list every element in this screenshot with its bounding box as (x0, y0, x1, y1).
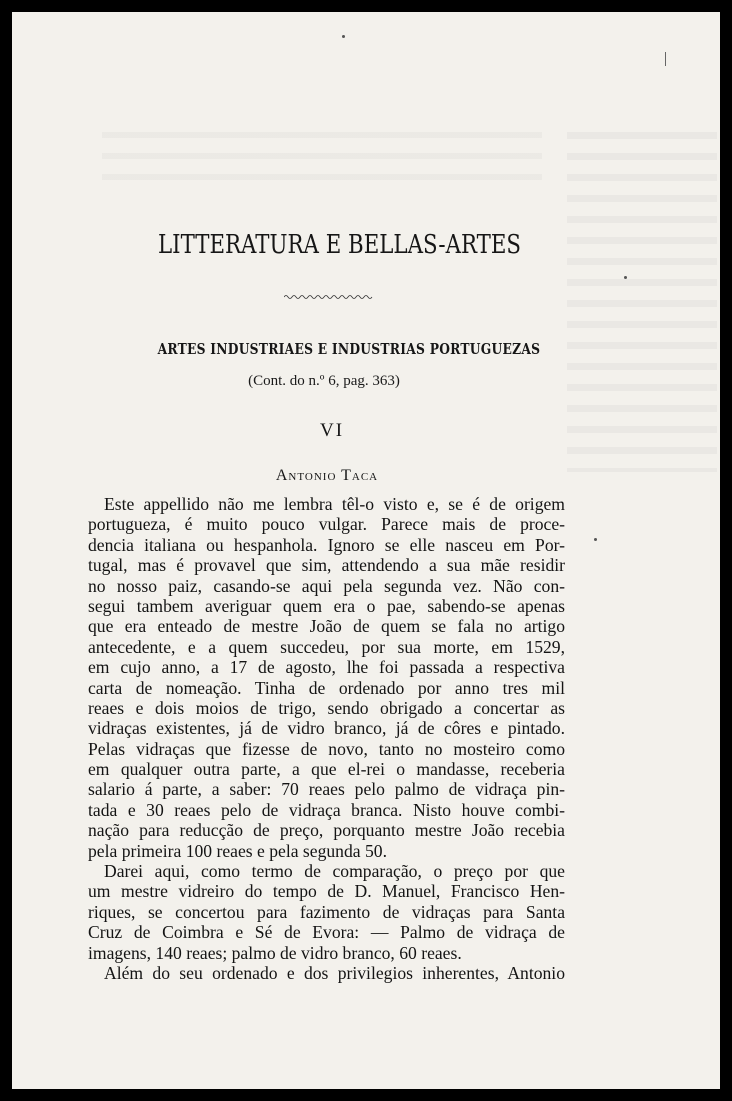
speck (624, 276, 627, 279)
body-line: segui tambem averiguar quem era o pae, sabendo-se apenas (88, 595, 565, 616)
body-line: vidraças existentes, já de vidro branco, já de côres e pintado. (88, 718, 565, 739)
body-line: Pelas vidraças que fizesse de novo, tanto no mosteiro como (88, 738, 565, 759)
body-line: dencia italiana ou hespanhola. Ignoro se elle nasceu em Por- (88, 534, 565, 555)
body-line: carta de nomeação. Tinha de ordenado por anno tres mil (88, 677, 565, 698)
ornamental-rule (284, 294, 374, 300)
body-line: tada e 30 reaes pelo de vidraça branca. Nisto houve combi- (88, 799, 565, 820)
speck (594, 538, 597, 541)
document-page (12, 12, 720, 1089)
body-line: riques, se concertou para fazimento de vidraças para Santa (88, 901, 565, 922)
body-line: tugal, mas é provavel que sim, attendendo a sua mãe residir (88, 555, 565, 576)
body-line: Este appellido não me lembra têl-o visto e, se é de origem (104, 494, 565, 514)
continuation-note: (Cont. do n.º 6, pag. 363) (248, 373, 400, 389)
body-line: Além do seu ordenado e dos privilegios inherentes, Antonio (104, 962, 565, 983)
body-line: Darei aqui, como termo de comparação, o preço por que (104, 861, 565, 882)
bleed-through-text-top (102, 132, 542, 192)
body-line: Cruz de Coimbra e Sé de Evora: — Palmo de vidraça de (88, 922, 565, 943)
body-line: em cujo anno, a 17 de agosto, lhe foi passada a respectiva (88, 657, 565, 678)
speck (342, 35, 345, 38)
chapter-number: VI (319, 420, 345, 441)
page-mark (665, 52, 666, 66)
body-line: nação para reducção de preço, porquanto mestre João recebia (88, 820, 565, 841)
body-line: um mestre vidreiro do tempo de D. Manuel, Francisco Hen- (88, 881, 565, 902)
body-text (88, 494, 565, 983)
body-line: portugueza, é muito pouco vulgar. Parece mais de proce- (88, 514, 565, 535)
body-line: salario á parte, a saber: 70 reaes pelo palmo de vidraça pin- (88, 779, 565, 800)
body-line: imagens, 140 reaes; palmo de vidro branco, 60 reaes. (88, 942, 462, 963)
body-line: no nosso paiz, casando-se aqui pela segunda vez. Não con- (88, 575, 565, 596)
article-title: ARTES INDUSTRIAES E INDUSTRIAS PORTUGUEZAS (157, 340, 541, 358)
body-line: reaes e dois moios de trigo, sendo obrigado a concertar as (88, 697, 565, 718)
body-line: antecedente, e a quem succedeu, por sua morte, em 1529, (88, 636, 565, 657)
section-title: LITTERATURA E BELLAS-ARTES (158, 230, 522, 260)
body-line: em qualquer outra parte, a que el-rei o mandasse, receberia (88, 759, 565, 780)
chapter-subheading: Antonio Taca (275, 467, 379, 484)
body-line: pela primeira 100 reaes e pela segunda 50. (88, 840, 387, 861)
body-line: que era enteado de mestre João de quem se fala no artigo (88, 616, 565, 637)
